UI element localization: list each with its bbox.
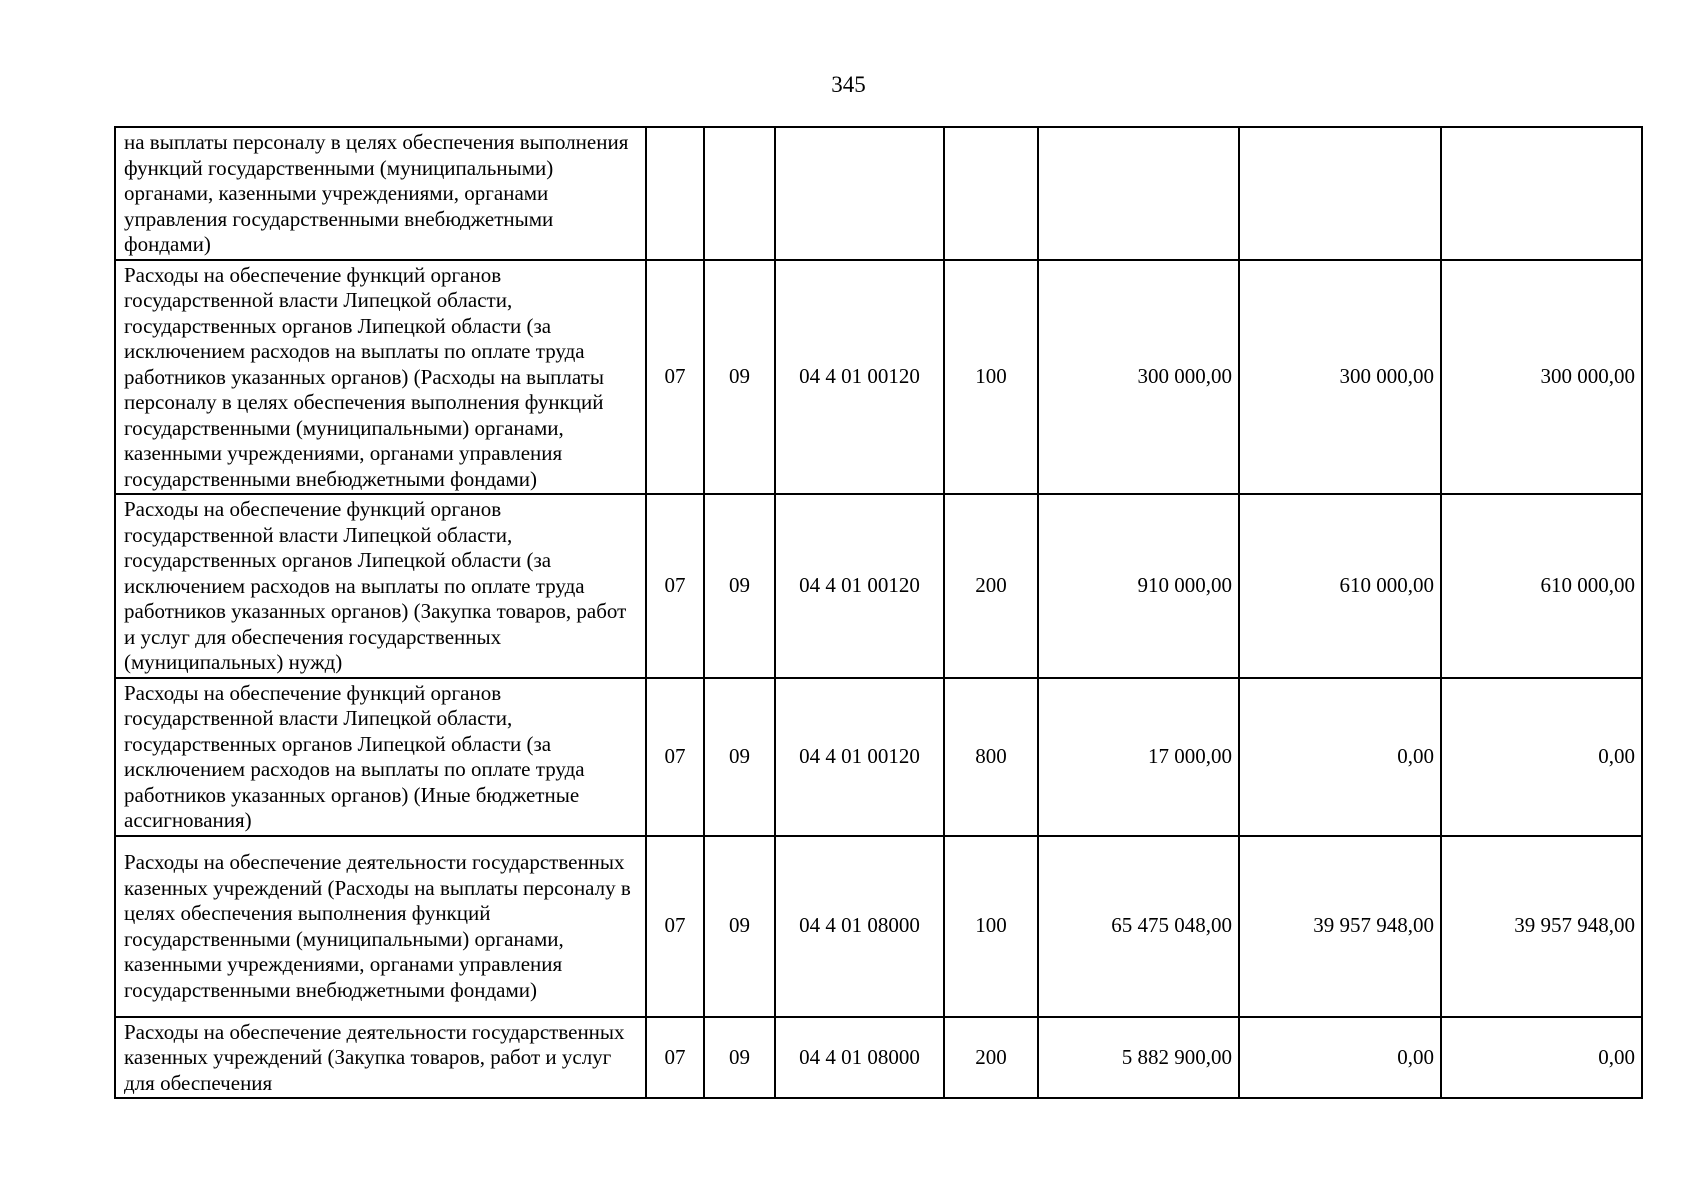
- row-amount-2: 39 957 948,00: [1239, 836, 1441, 1017]
- row-amount-1: 5 882 900,00: [1038, 1017, 1239, 1099]
- table-row: [115, 836, 1642, 1017]
- budget-table: [114, 126, 1643, 1099]
- table-row: [115, 260, 1642, 495]
- row-section: 07: [646, 836, 704, 1017]
- row-expense-type: 200: [944, 1017, 1038, 1099]
- row-subsection: 09: [704, 260, 775, 495]
- row-amount-3: 300 000,00: [1441, 260, 1642, 495]
- row-amount-1: [1038, 127, 1239, 260]
- row-amount-2: 610 000,00: [1239, 494, 1441, 678]
- row-section: 07: [646, 260, 704, 495]
- row-amount-3: 610 000,00: [1441, 494, 1642, 678]
- row-expense-type: 200: [944, 494, 1038, 678]
- row-target-code: 04 4 01 00120: [775, 678, 944, 836]
- row-subsection: 09: [704, 678, 775, 836]
- row-target-code: [775, 127, 944, 260]
- row-amount-3: [1441, 127, 1642, 260]
- row-amount-1: 300 000,00: [1038, 260, 1239, 495]
- row-expense-type: [944, 127, 1038, 260]
- row-description: Расходы на обеспечение функций органов государственной власти Липецкой области, государственных органов Липецкой области (за исключением расходов на выплаты по оплате труда работников указанных органов) (Расходы на выплаты персоналу в целях обеспечения выполнения функций государственными (муниципальными) органами, казенными учреждениями, органами управления государственными внебюджетными фондами): [115, 260, 646, 495]
- row-target-code: 04 4 01 08000: [775, 1017, 944, 1099]
- table-row: [115, 494, 1642, 678]
- row-section: 07: [646, 1017, 704, 1099]
- row-amount-1: 910 000,00: [1038, 494, 1239, 678]
- table-row: [115, 127, 1642, 260]
- row-amount-3: 39 957 948,00: [1441, 836, 1642, 1017]
- row-description: Расходы на обеспечение деятельности государственных казенных учреждений (Расходы на выплаты персоналу в целях обеспечения выполнения функций государственными (муниципальными) органами, казенными учреждениями, органами управления государственными внебюджетными фондами): [115, 836, 646, 1017]
- row-subsection: 09: [704, 1017, 775, 1099]
- row-subsection: 09: [704, 836, 775, 1017]
- row-description: Расходы на обеспечение функций органов государственной власти Липецкой области, государственных органов Липецкой области (за исключением расходов на выплаты по оплате труда работников указанных органов) (Иные бюджетные ассигнования): [115, 678, 646, 836]
- table-row: [115, 1017, 1642, 1099]
- row-amount-2: 300 000,00: [1239, 260, 1441, 495]
- row-amount-2: [1239, 127, 1441, 260]
- row-description: Расходы на обеспечение деятельности государственных казенных учреждений (Закупка товаров, работ и услуг для обеспечения: [115, 1017, 646, 1099]
- row-description: на выплаты персоналу в целях обеспечения выполнения функций государственными (муниципальными) органами, казенными учреждениями, органами управления государственными внебюджетными фондами): [115, 127, 646, 260]
- row-expense-type: 100: [944, 836, 1038, 1017]
- row-amount-2: 0,00: [1239, 678, 1441, 836]
- row-amount-2: 0,00: [1239, 1017, 1441, 1099]
- row-section: 07: [646, 494, 704, 678]
- row-target-code: 04 4 01 00120: [775, 260, 944, 495]
- row-subsection: [704, 127, 775, 260]
- row-description: Расходы на обеспечение функций органов государственной власти Липецкой области, государственных органов Липецкой области (за исключением расходов на выплаты по оплате труда работников указанных органов) (Закупка товаров, работ и услуг для обеспечения государственных (муниципальных) нужд): [115, 494, 646, 678]
- row-amount-1: 17 000,00: [1038, 678, 1239, 836]
- row-expense-type: 100: [944, 260, 1038, 495]
- row-amount-3: 0,00: [1441, 678, 1642, 836]
- table-row: [115, 678, 1642, 836]
- row-target-code: 04 4 01 00120: [775, 494, 944, 678]
- row-amount-1: 65 475 048,00: [1038, 836, 1239, 1017]
- page-number: 345: [831, 72, 866, 97]
- row-amount-3: 0,00: [1441, 1017, 1642, 1099]
- row-subsection: 09: [704, 494, 775, 678]
- row-target-code: 04 4 01 08000: [775, 836, 944, 1017]
- row-section: 07: [646, 678, 704, 836]
- row-expense-type: 800: [944, 678, 1038, 836]
- row-section: [646, 127, 704, 260]
